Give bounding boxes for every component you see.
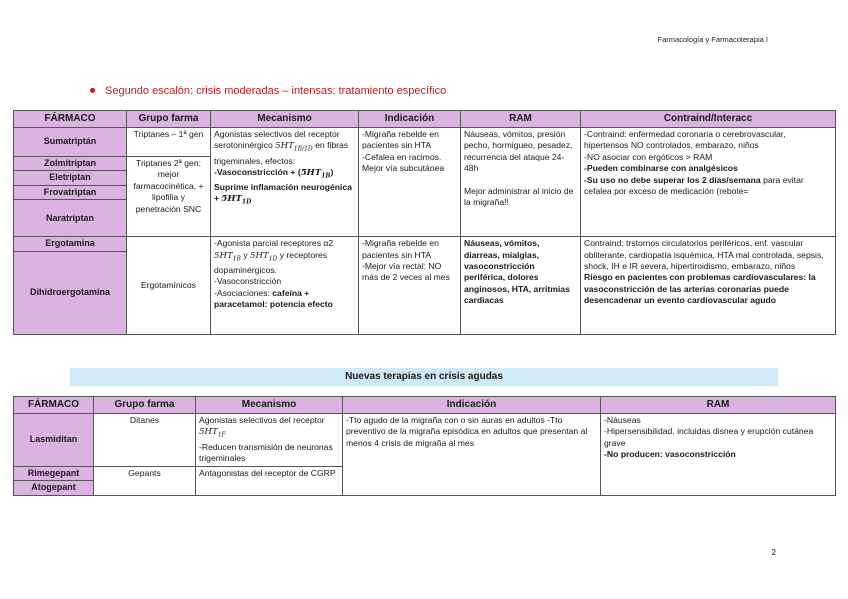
table-header-row [14,111,836,128]
page-number: 2 [771,548,776,557]
new-therapies-title: Nuevas terapias en crisis agudas [70,368,778,386]
mech-text: Suprime inflamación neurogénica + [214,182,353,204]
drug-atogepant: Atogepant [14,481,94,495]
formula: $5HT_{1B}$ [300,167,331,180]
ci-text: -NO asociar con ergóticos > RAM [584,151,713,162]
drug-eletriptan: Eletriptan [14,171,127,185]
ind-text: -Mejor vía rectal: NO más de 2 veces al mes [362,261,450,283]
mech-text: Agonistas selectivos del receptor serotoninérgico [214,129,340,151]
formula: $5HT_{1D}$ [250,250,278,263]
mech-text: -Vasoconstricción + ( [214,166,301,177]
col-farmaco: FÁRMACO [14,397,94,414]
mech-text: -Asociaciones: [214,287,270,298]
ergot-contraind [581,237,836,334]
ind-text: -Migraña rebelde en pacientes sin HTA [362,238,439,260]
bullet-text: Segundo escalón: crisis moderadas – intensas: tratamiento específico [105,85,447,97]
drug-lasmiditan: Lasmiditan [14,414,94,467]
drug-ergotamina: Ergotamina [14,237,127,251]
col-farmaco: FÁRMACO [14,111,127,128]
ci-text: Riesgo en pacientes con problemas cardiovasculares: la vasoconstricción de las arterias coronarias puede desencadenar un evento cardiovascular agudo [584,272,816,306]
group-ditanes: Ditanes [94,414,196,467]
ergot-indication [359,237,461,334]
group-gepants: Gepants [94,467,196,496]
group-triptanes-2gen: Triptanes 2ª gen: mejor farmacocinética, + lipofilia y penetración SNC [127,157,211,237]
col-indicacion: Indicación [359,111,461,128]
ergot-mechanism: -Agonista parcial receptores α2 $5HT_{1B}$ y $5HT_{1D}$ y receptores dopaminérgicos. -Vasoconstricción -Asociaciones: cafeína + paracetamol: potencia efecto [211,237,359,334]
col-indicacion: Indicación [343,397,601,414]
ram-text: Mejor administrar al inicio de la migraña!! [464,185,574,208]
gepants-mechanism: Antagonistas del receptor de CGRP [196,467,343,496]
table-row [14,237,836,251]
mech-text: y receptores dopaminérgicos. [214,249,328,275]
col-grupo: Grupo farma [127,111,211,128]
ram-text: Náuseas, vómitos, presión pecho, hormigueo, pesadez, recurrencia del ataque 24-48h [464,129,573,174]
running-header: Farmacología y Farmacoterapia I [657,35,768,44]
ci-text: Contraind: trstornos circulatorios periféricos, enf. vascular obliterante, cardiopatía isquémica, HTA mal controlada, sepsis, shock, IH e IR severa, hipertiroidismo, embarazo, niños [584,238,824,272]
formula: $5HT_{1B}$ [214,250,241,263]
col-contraind: Contraind/Interacc [581,111,836,128]
triptan-contraind [581,128,836,237]
mech-text: -Agonista parcial receptores α2 [214,238,334,249]
triptan-indication [359,128,461,237]
ind-text: -Migraña rebelde en pacientes sin HTA [362,129,439,151]
ergot-ram: Náuseas, vómitos, diarreas, mialgias, vasoconstricción periférica, dolores anginosos, HTA, arritmias cardiacas [461,237,581,334]
table-row [14,128,836,157]
ram-text: -Náuseas [604,415,641,425]
formula: $5HT_{1D}$ [221,194,252,207]
ram-text: -No producen: vasoconstricción [604,449,736,460]
new-indication: -Tto agudo de la migraña con o sin auras en adultos -Tto preventivo de la migraña episódica en adultos que presentan al menos 4 crisis de migraña al mes [343,414,601,496]
mech-text: -Reducen transmisión de neuronas trigeminales [199,441,333,463]
mech-text: en fibras trigeminales, efectos: [214,140,349,166]
mech-text: -Vasoconstricción [214,276,282,287]
ci-text: -Pueden combinarse con analgésicos [584,163,738,174]
section-bullet [90,85,446,97]
new-therapies-table [13,396,836,496]
col-mecanismo: Mecanismo [196,397,343,414]
mech-text: cafeína + paracetamol: potencia efecto [214,287,333,309]
group-ergotaminicos: Ergotamínicos [127,237,211,334]
col-mecanismo: Mecanismo [211,111,359,128]
ind-text: -Cefalea en racimos. Mejor vía subcutánea [362,151,445,174]
bullet-dot [90,88,95,93]
group-triptanes-1gen: Triptanes – 1ª gen [127,128,211,157]
drug-naratriptan: Naratriptan [14,200,127,237]
drug-rimegepant: Rimegepant [14,467,94,481]
triptan-mechanism: Agonistas selectivos del receptor serotoninérgico $5HT_{1B/1D}$ en fibras trigeminales, efectos: -Vasoconstricción + $(5HT_{1B})$ Suprime inflamación neurogénica + $5HT_{1D}$ [211,128,359,237]
table-header-row [14,397,836,414]
lasmiditan-mechanism [196,414,343,467]
drug-frovatriptan: Frovatriptan [14,185,127,199]
col-ram: RAM [601,397,836,414]
ci-text: -Contraind: enfermedad coronaria o cerebrovascular, hipertensos NO controlados, embarazo, niños [584,129,786,151]
triptan-ram [461,128,581,237]
ci-text: -Su uso no debe superar los 2 días/semana para evitar cefalea por exceso de medicación (rebote= [584,174,804,197]
formula: $5HT_{1F}$ [199,427,226,440]
table-row [14,414,836,467]
mech-text: Agonistas selectivos del receptor [199,415,325,425]
drug-zolmitriptan: Zolmitriptan [14,157,127,171]
col-grupo: Grupo farma [94,397,196,414]
drug-sumatriptan: Sumatriptán [14,128,127,157]
triptans-ergot-table [13,110,836,335]
col-ram: RAM [461,111,581,128]
drug-dihidroergotamina: Dihidroergotamina [14,251,127,334]
new-ram [601,414,836,496]
formula: $5HT_{1B/1D}$ [275,141,313,154]
ram-text: -Hipersensibilidad, incluidas disnea y erupción cutánea grave [604,426,814,448]
